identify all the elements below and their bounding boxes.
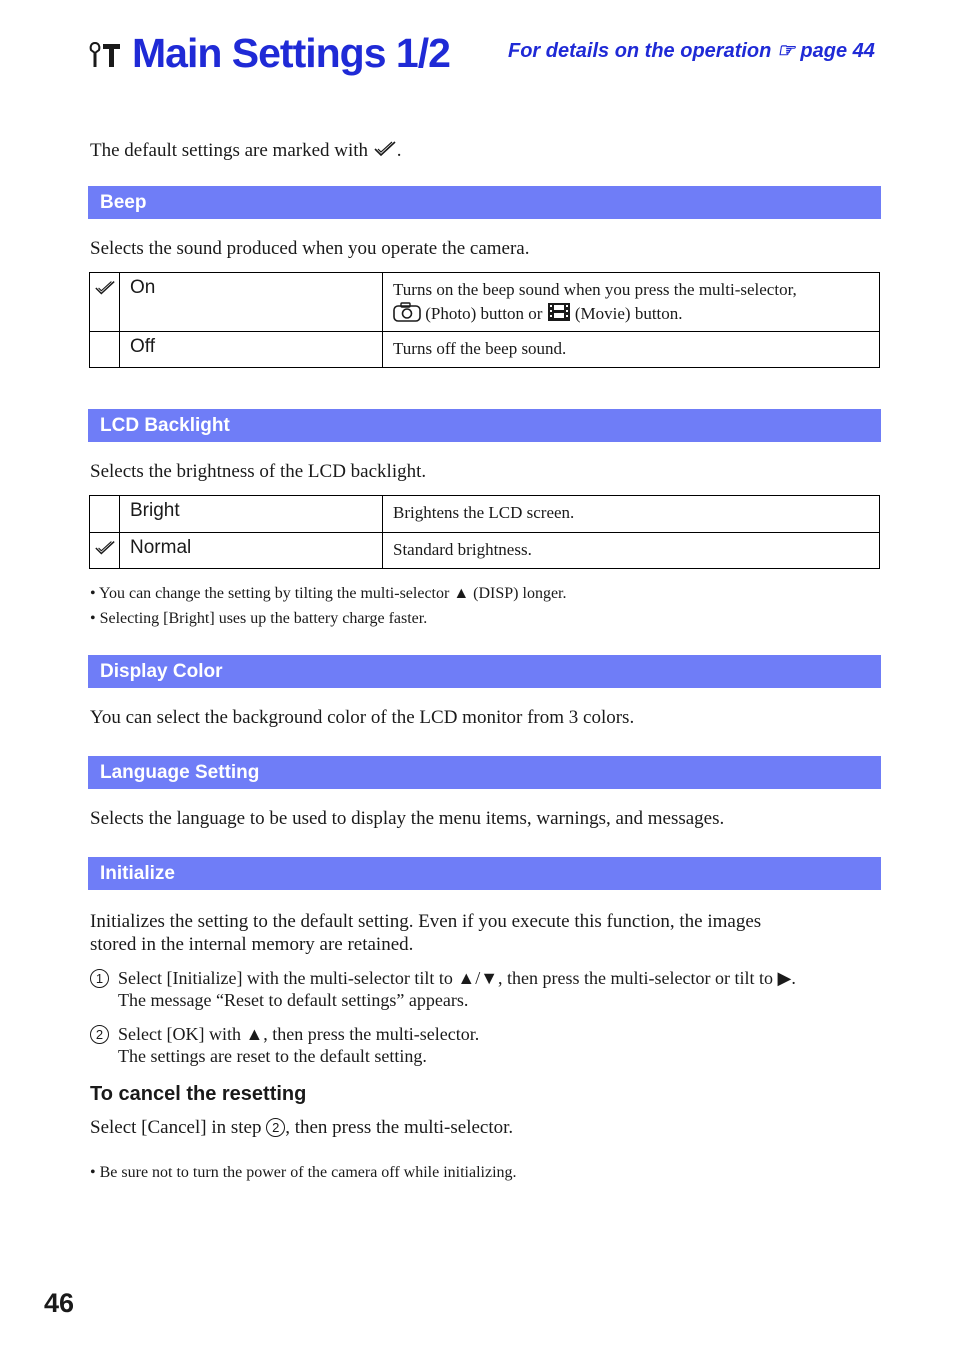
lcd-description: Selects the brightness of the LCD backlight. (90, 461, 427, 482)
lcd-note: • Selecting [Bright] uses up the battery charge faster. (90, 610, 428, 627)
page-number: 46 (44, 1288, 75, 1318)
step-number: 2 (90, 1025, 109, 1044)
cancel-resetting-heading: To cancel the resetting (90, 1083, 307, 1105)
reference-page-link[interactable]: page 44 (800, 40, 875, 62)
section-heading-initialize: Initialize (88, 857, 881, 890)
display-color-description: You can select the background color of the LCD monitor from 3 colors. (90, 707, 635, 728)
pointing-hand-icon: ☞ (776, 40, 795, 62)
intro-text: The default settings are marked with . (90, 140, 402, 161)
initialize-step-1: 1 Select [Initialize] with the multi-selector tilt to ▲/▼, then press the multi-selector or tilt to ▶. The message “Reset to default settings” appears. (90, 967, 109, 989)
default-check-icon (94, 539, 116, 557)
table-row (90, 533, 880, 569)
cancel-resetting-text: Select [Cancel] in step 2 , then press the multi-selector. (90, 1117, 514, 1138)
option-name: On (120, 273, 383, 332)
lcd-note: • You can change the setting by tilting the multi-selector ▲ (DISP) longer. (90, 585, 567, 602)
table-row (90, 496, 880, 533)
section-heading-lcd-backlight: LCD Backlight (88, 409, 881, 442)
section-heading-display-color: Display Color (88, 655, 881, 688)
default-marker-cell (90, 273, 120, 332)
initialize-note: • Be sure not to turn the power of the camera off while initializing. (90, 1164, 517, 1181)
option-name: Bright (120, 496, 383, 533)
option-description: Turns off the beep sound. (383, 332, 880, 368)
table-row (90, 332, 880, 368)
option-description: Standard brightness. (383, 533, 880, 569)
step-number: 2 (266, 1118, 285, 1137)
camera-icon (393, 302, 421, 322)
default-marker-cell (90, 496, 120, 533)
page-title (88, 30, 450, 77)
default-check-icon (373, 140, 397, 158)
lcd-options-table (89, 495, 880, 569)
option-description: Brightens the LCD screen. (383, 496, 880, 533)
initialize-description: Initializes the setting to the default setting. Even if you execute this function, the images stored in the internal memory are retained. (90, 911, 762, 955)
beep-options-table (89, 272, 880, 368)
step-number: 1 (90, 969, 109, 988)
movie-film-icon (547, 302, 571, 322)
default-marker-cell (90, 533, 120, 569)
initialize-step-2: 2 Select [OK] with ▲, then press the multi-selector. The settings are reset to the default setting. (90, 1023, 109, 1045)
page-title-text: Main Settings 1/2 (132, 30, 450, 76)
beep-description: Selects the sound produced when you operate the camera. (90, 238, 530, 259)
language-description: Selects the language to be used to display the menu items, warnings, and messages. (90, 808, 725, 829)
section-heading-beep: Beep (88, 186, 881, 219)
table-row (90, 273, 880, 332)
option-name: Off (120, 332, 383, 368)
section-heading-language-setting: Language Setting (88, 756, 881, 789)
default-check-icon (94, 279, 116, 297)
operation-reference: For details on the operation ☞ page 44 (508, 40, 875, 62)
default-marker-cell (90, 332, 120, 368)
option-name: Normal (120, 533, 383, 569)
setup-tools-icon (88, 39, 122, 69)
option-description: Turns on the beep sound when you press the multi-selector, (Photo) button or (Movie) button. (383, 273, 880, 332)
